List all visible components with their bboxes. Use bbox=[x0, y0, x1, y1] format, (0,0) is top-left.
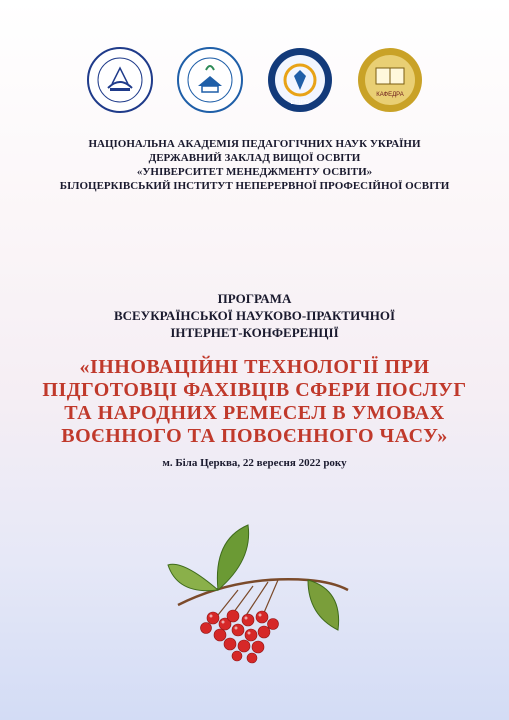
program-line: ВСЕУКРАЇНСЬКОЇ НАУКОВО-ПРАКТИЧНОЇ bbox=[113, 308, 396, 323]
program-line: ІНТЕРНЕТ-КОНФЕРЕНЦІЇ bbox=[170, 325, 339, 340]
title-line: «ІННОВАЦІЙНІ ТЕХНОЛОГІЇ ПРИ bbox=[79, 356, 430, 378]
org-line: ДЕРЖАВНИЙ ЗАКЛАД ВИЩОЇ ОСВІТИ bbox=[148, 152, 361, 164]
academy-seal-icon bbox=[86, 46, 154, 114]
program-line: ПРОГРАМА bbox=[217, 291, 292, 306]
organization-block bbox=[0, 137, 509, 193]
conference-title bbox=[0, 356, 509, 448]
program-heading bbox=[0, 290, 509, 341]
org-line: НАЦІОНАЛЬНА АКАДЕМІЯ ПЕДАГОГІЧНИХ НАУК УКРАЇНИ bbox=[88, 138, 421, 150]
svg-text:БІНПО: БІНПО bbox=[290, 100, 309, 106]
department-emblem-icon bbox=[356, 46, 424, 114]
title-line: ПІДГОТОВЦІ ФАХІВЦІВ СФЕРИ ПОСЛУГ bbox=[42, 379, 467, 401]
place-date: м. Біла Церква, 22 вересня 2022 року bbox=[162, 457, 347, 469]
org-line: «УНІВЕРСИТЕТ МЕНЕДЖМЕНТУ ОСВІТИ» bbox=[136, 166, 373, 178]
institute-seal-icon bbox=[266, 46, 334, 114]
logo-row bbox=[0, 46, 509, 114]
svg-text:КАФЕДРА: КАФЕДРА bbox=[375, 92, 404, 98]
title-line: ВОЄННОГО ТА ПОВОЄННОГО ЧАСУ» bbox=[61, 425, 448, 447]
university-seal-icon bbox=[176, 46, 244, 114]
viburnum-branch-icon bbox=[158, 520, 358, 670]
org-line: БІЛОЦЕРКІВСЬКИЙ ІНСТИТУТ НЕПЕРЕРВНОЇ ПРОФЕСІЙНОЇ ОСВІТИ bbox=[59, 180, 450, 192]
title-line: ТА НАРОДНИХ РЕМЕСЕЛ В УМОВАХ bbox=[64, 402, 445, 424]
